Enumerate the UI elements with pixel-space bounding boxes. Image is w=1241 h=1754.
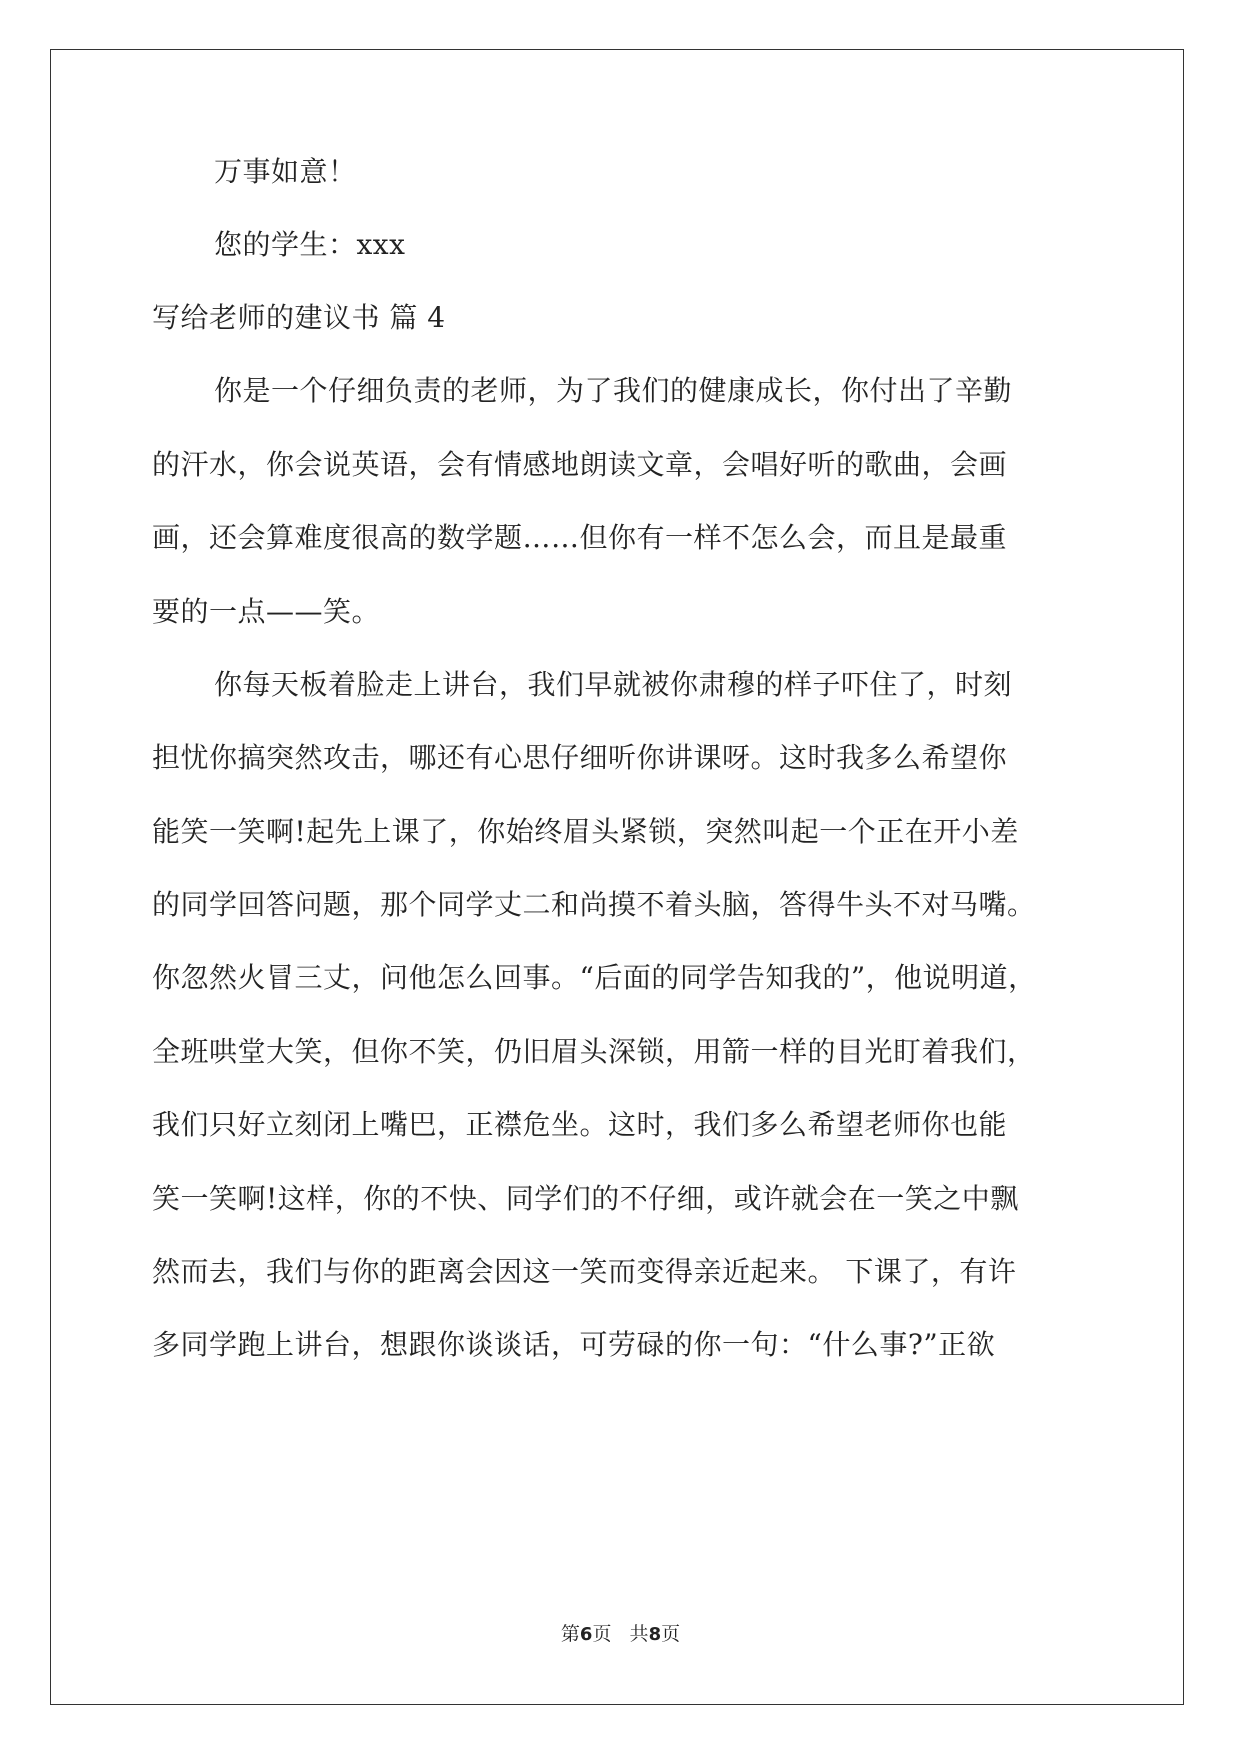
page-footer: [0, 1622, 1241, 1647]
footer-total-pages: 8: [648, 1624, 662, 1645]
paragraph-line: 担忧你搞突然攻击，哪还有心思仔细听你讲课呀。这时我多么希望你: [152, 741, 1008, 774]
paragraph-line: 的同学回答问题，那个同学丈二和尚摸不着头脑，答得牛头不对马嘴。: [152, 888, 1036, 921]
paragraph-line: 能笑一笑啊!起先上课了，你始终眉头紧锁，突然叫起一个正在开小差: [152, 815, 1019, 848]
paragraph-line: 你忽然火冒三丈，问他怎么回事。“后面的同学告知我的”，他说明道，: [152, 961, 1037, 994]
footer-page-number: 6: [579, 1624, 593, 1645]
paragraph-line: 笑一笑啊!这样，你的不快、同学们的不仔细，或许就会在一笑之中飘: [152, 1182, 1019, 1215]
paragraph-line: 你每天板着脸走上讲台，我们早就被你肃穆的样子吓住了，时刻: [214, 668, 1013, 701]
paragraph-line: 的汗水，你会说英语，会有情感地朗读文章，会唱好听的歌曲，会画: [152, 448, 1008, 481]
paragraph-line: 画，还会算难度很高的数学题……但你有一样不怎么会，而且是最重: [152, 521, 1008, 554]
footer-suffix: 页: [661, 1623, 681, 1645]
closing-wish: 万事如意！: [214, 155, 357, 188]
paragraph-line: 要的一点——笑。: [152, 595, 381, 628]
paragraph-line: 全班哄堂大笑，但你不笑，仍旧眉头深锁，用箭一样的目光盯着我们，: [152, 1035, 1036, 1068]
section-title: 写给老师的建议书 篇 4: [152, 301, 446, 334]
footer-mid: 页 共: [592, 1623, 649, 1645]
paragraph-line: 我们只好立刻闭上嘴巴，正襟危坐。这时，我们多么希望老师你也能: [152, 1108, 1008, 1141]
footer-prefix: 第: [560, 1623, 580, 1645]
paragraph-line: 然而去，我们与你的距离会因这一笑而变得亲近起来。 下课了，有许: [152, 1255, 1017, 1288]
paragraph-line: 你是一个仔细负责的老师，为了我们的健康成长，你付出了辛勤: [214, 374, 1013, 407]
signature: 您的学生：xxx: [214, 228, 406, 261]
paragraph-line: 多同学跑上讲台，想跟你谈谈话，可劳碌的你一句：“什么事?”正欲: [152, 1328, 996, 1361]
